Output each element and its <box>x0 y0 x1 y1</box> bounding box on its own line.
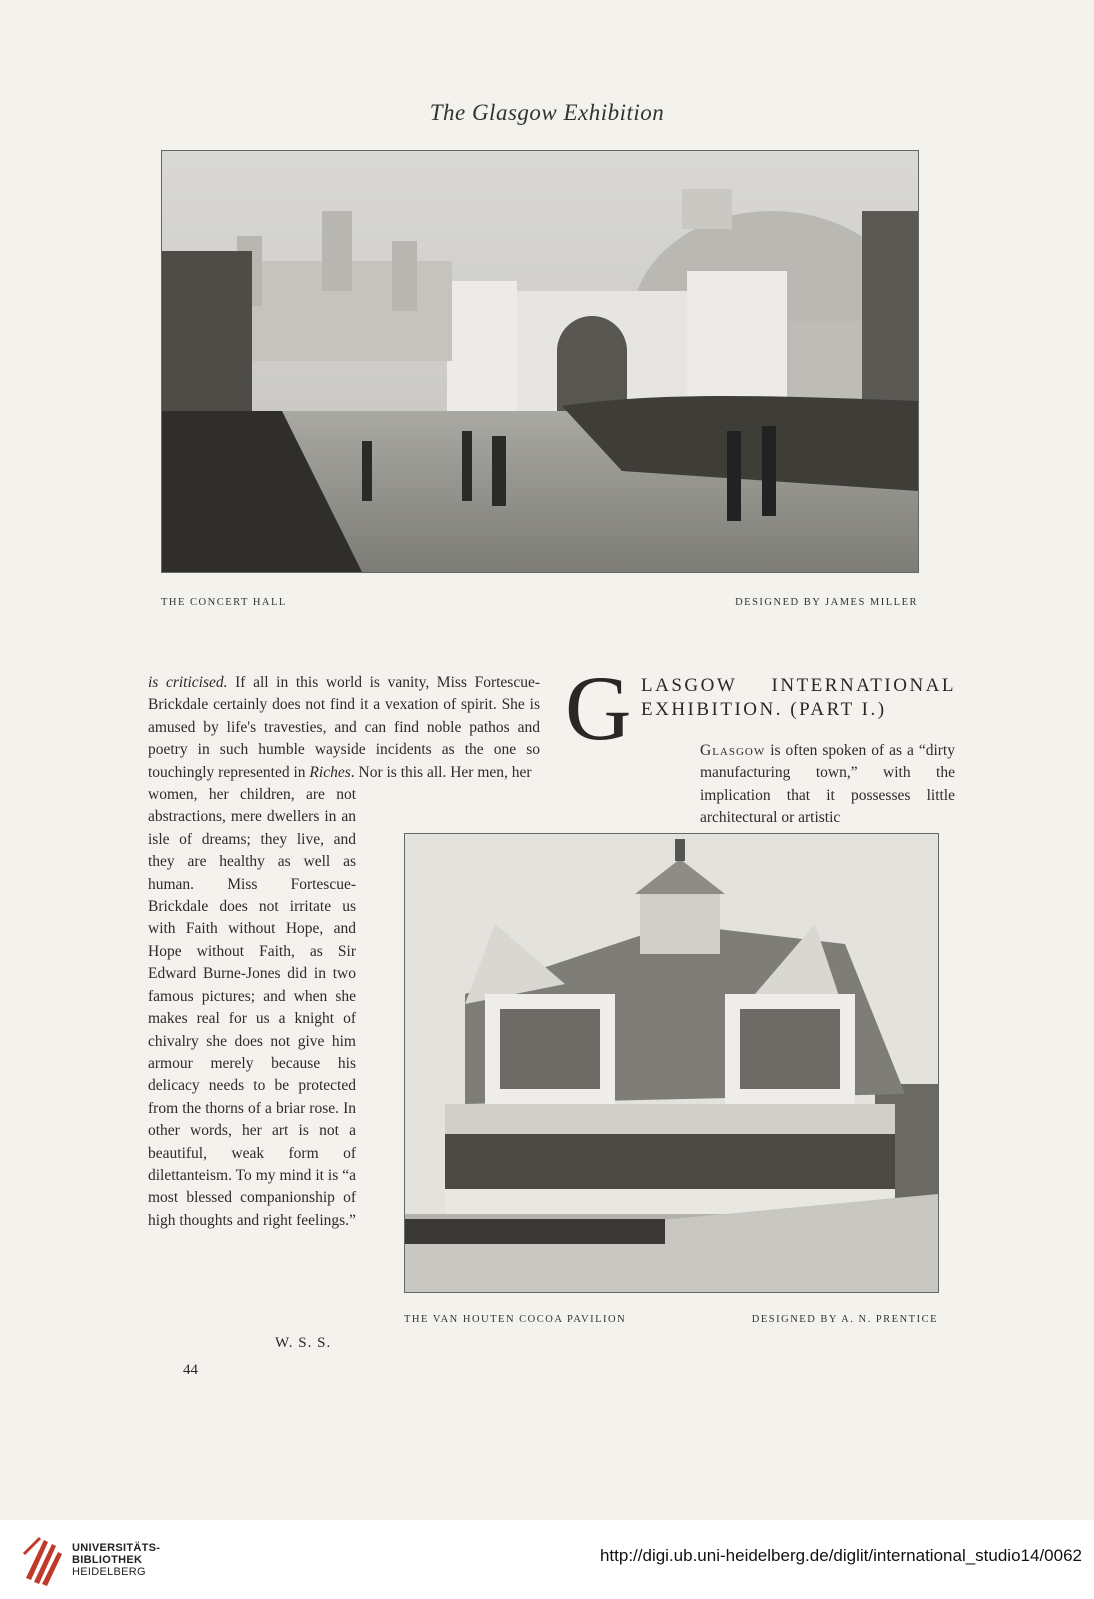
author-signature: W. S. S. <box>275 1335 332 1351</box>
top-caption-right: DESIGNED BY JAMES MILLER <box>735 597 918 608</box>
left-narrow-text: women, her children, are not abstractions, mere dwellers in an isle of dreams; they live, and they are healthy as well as human. Miss Fortescue-Brickdale does not irritate us with Faith without Hope, and Hope without Faith, as Sir Edward Burne-Jones did in two famous pictures; and when she makes real for us a knight of chivalry she does not give him armour merely because his delicacy needs to be protected from the thorns of a briar rose. In other words, her art is not a beautiful, weak form of dilettanteism. To my mind it is “a most blessed companionship of high thoughts and right feelings.” <box>148 786 356 1229</box>
article-body <box>565 740 955 830</box>
cocoa-pavilion-photo <box>404 833 939 1293</box>
library-name <box>72 1542 160 1578</box>
lead-word: Glasgow <box>700 742 766 759</box>
library-line-1: UNIVERSITÄTS- <box>72 1542 161 1554</box>
source-url-link[interactable]: http://digi.ub.uni-heidelberg.de/diglit/international_studio14/0062 <box>599 1546 1082 1565</box>
dropcap: G <box>565 657 632 759</box>
top-caption-left: THE CONCERT HALL <box>161 597 287 608</box>
library-logo-icon <box>22 1534 64 1586</box>
article-headline: LASGOW INTERNATIONAL EXHIBITION. (PART I.) <box>641 675 956 720</box>
bottom-caption-right: DESIGNED BY A. N. PRENTICE <box>751 1314 938 1325</box>
running-head: The Glasgow Exhibition <box>429 100 665 125</box>
opening-italic: is criticised. <box>148 674 228 691</box>
library-line-3: HEIDELBERG <box>72 1566 146 1578</box>
library-line-2: BIBLIOTHEK <box>72 1554 143 1566</box>
article-body-text: is often spoken of as a “dirty manufacturing town,” with the implication that it possesses little architectural or artistic <box>700 742 955 827</box>
bottom-caption-left: THE VAN HOUTEN COCOA PAVILION <box>404 1314 627 1325</box>
concert-hall-photo <box>161 150 919 573</box>
riches-title: Riches <box>309 763 351 781</box>
left-wide-text: If all in this world is vanity, Miss Fortescue-Brickdale certainly does not find it a vexation of spirit. She is amused by life's travesties, and can find noble pathos and poetry in such humble wayside incidents as the one so touchingly represented in <box>148 674 540 781</box>
page-number: 44 <box>183 1362 198 1378</box>
footer-bar <box>0 1520 1094 1599</box>
left-wide-text-end: . Nor is this all. Her men, her <box>350 763 532 781</box>
